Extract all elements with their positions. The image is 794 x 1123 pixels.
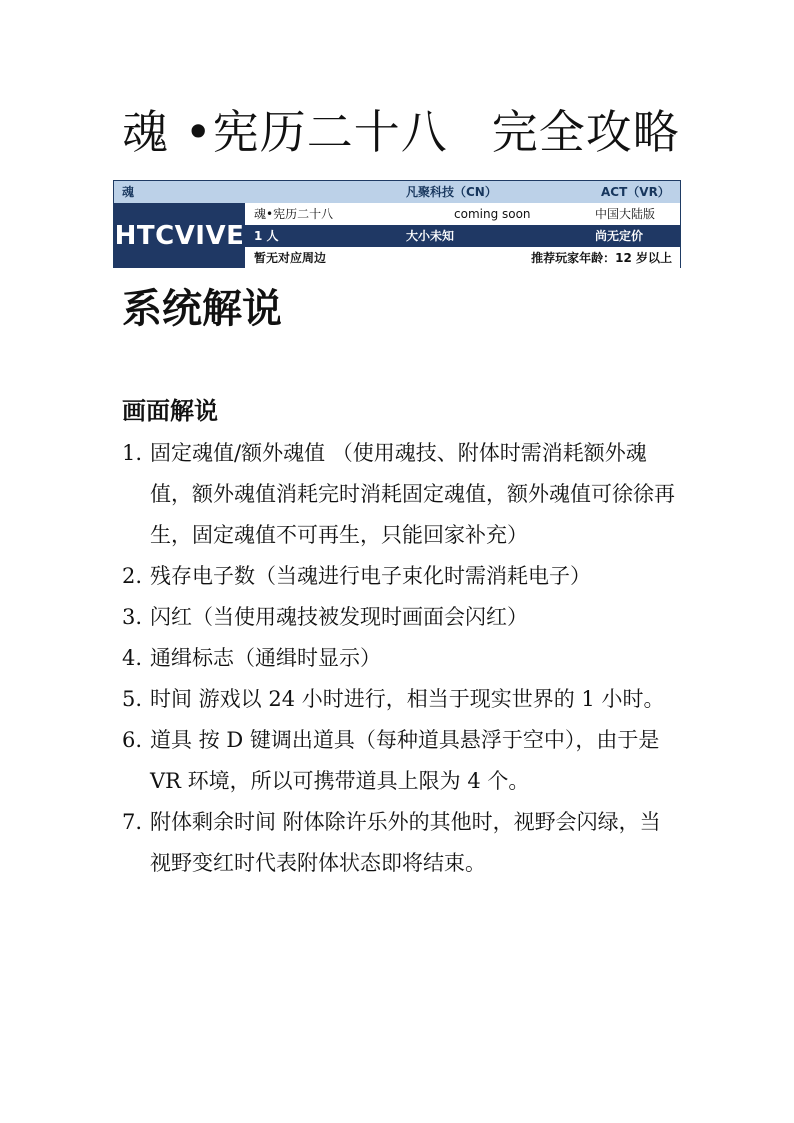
developer: 凡聚科技（CN）	[406, 185, 497, 199]
list-item	[122, 638, 678, 679]
explanation-list	[122, 433, 678, 884]
region: 中国大陆版	[595, 207, 656, 221]
price: 尚无定价	[595, 229, 644, 243]
list-item-number: 2.	[122, 564, 143, 588]
page-title	[122, 104, 682, 160]
game-full-name: 魂•宪历二十八	[254, 207, 334, 221]
title-guide-label: 完全攻略	[491, 105, 680, 159]
genre: ACT（VR）	[601, 185, 670, 199]
list-item-text: 通缉标志（通缉时显示）	[150, 646, 381, 670]
game-info-table	[113, 180, 681, 268]
list-item-number: 1.	[122, 441, 143, 465]
player-count: 1 人	[254, 229, 279, 243]
list-item	[122, 802, 678, 884]
section-title: 系统解说	[122, 286, 282, 332]
age-rating: 推荐玩家年龄：12 岁以上	[531, 251, 672, 265]
list-item-number: 7.	[122, 810, 143, 834]
list-item-number: 3.	[122, 605, 143, 629]
info-row-header	[114, 181, 680, 203]
platform-badge: HTCVIVE	[114, 203, 245, 268]
list-item	[122, 597, 678, 638]
list-item-number: 6.	[122, 728, 143, 752]
game-short-name: 魂	[122, 185, 135, 199]
list-item	[122, 556, 678, 597]
sub-section-title: 画面解说	[122, 397, 218, 425]
list-item-text: 时间 游戏以 24 小时进行，相当于现实世界的 1 小时。	[150, 687, 665, 711]
list-item	[122, 433, 678, 556]
list-item	[122, 720, 678, 802]
list-item-text: 固定魂值/额外魂值 （使用魂技、附体时需消耗额外魂值，额外魂值消耗完时消耗固定魂值，额外魂值可徐徐再生，固定魂值不可再生，只能回家补充）	[150, 441, 675, 547]
list-item-text: 残存电子数（当魂进行电子束化时需消耗电子）	[150, 564, 591, 588]
peripheral: 暂无对应周边	[254, 251, 327, 265]
list-item-number: 5.	[122, 687, 143, 711]
list-item-text: 附体剩余时间 附体除许乐外的其他时，视野会闪绿，当视野变红时代表附体状态即将结束。	[150, 810, 661, 875]
release-date: coming soon	[454, 207, 531, 221]
list-item	[122, 679, 678, 720]
list-item-number: 4.	[122, 646, 143, 670]
list-item-text: 闪红（当使用魂技被发现时画面会闪红）	[150, 605, 528, 629]
title-game-name: 魂 •宪历二十八	[122, 105, 448, 159]
file-size: 大小未知	[406, 229, 455, 243]
list-item-text: 道具 按 D 键调出道具（每种道具悬浮于空中），由于是 VR 环境，所以可携带道具上限为 4 个。	[150, 728, 660, 793]
